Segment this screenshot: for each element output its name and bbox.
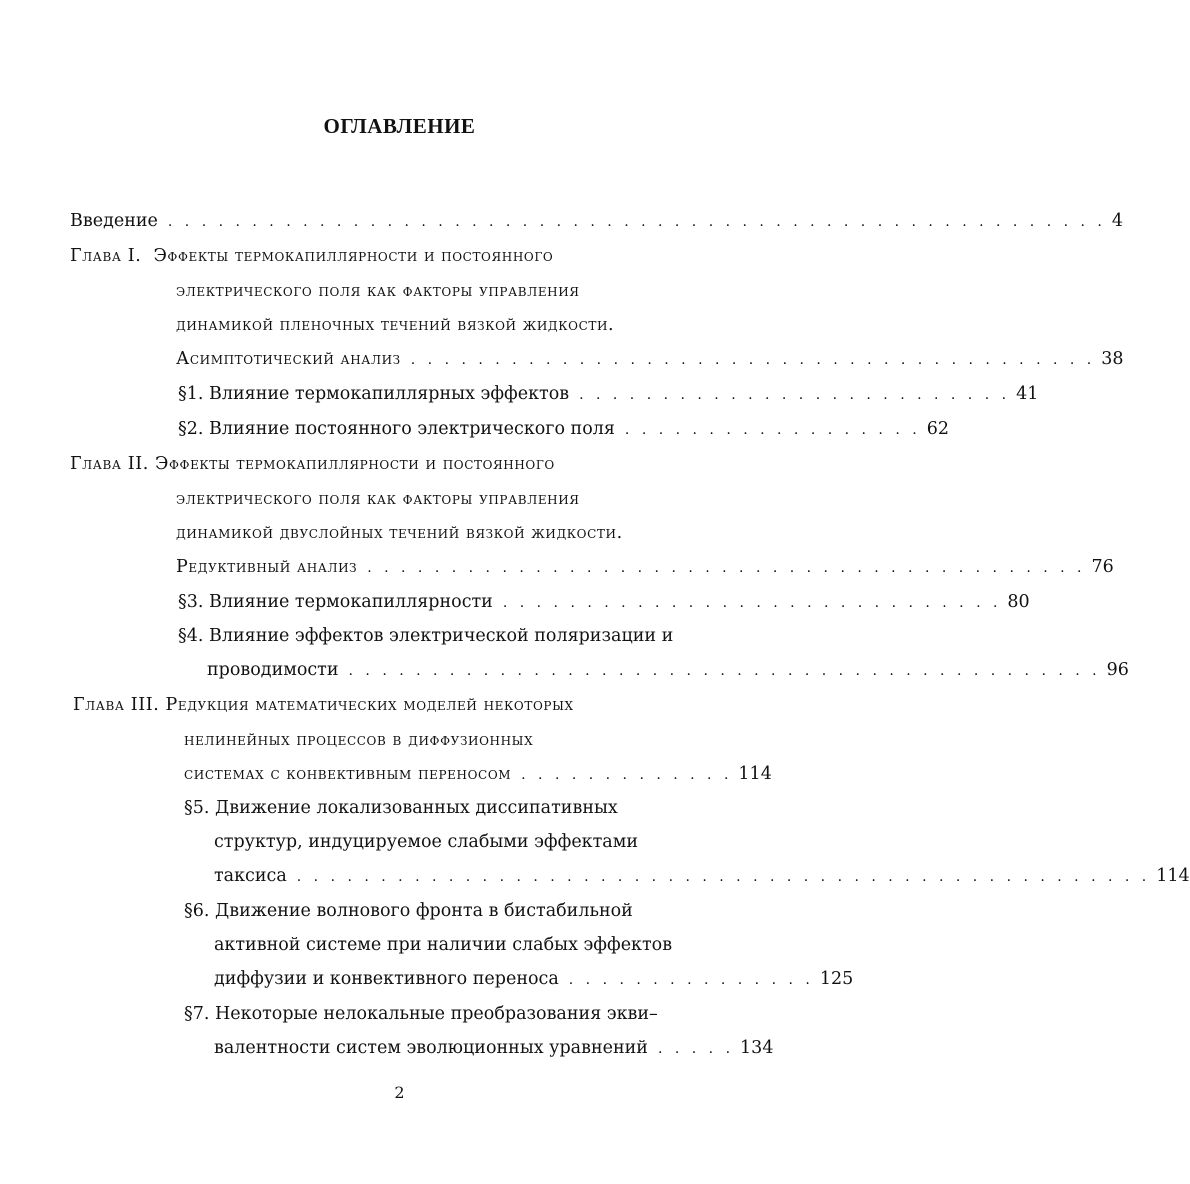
chapter-title-line: электрического поля как факторы управления (176, 489, 580, 509)
section-title: §4. Влияние эффектов электрической поляризации и (178, 626, 674, 646)
leader-dots: . . . . . . . . . . . . . . . (568, 972, 814, 988)
toc-entry-intro[interactable] (70, 210, 1124, 233)
toc-chapter-3-line-1[interactable] (73, 694, 733, 716)
leader-dots: . . . . . . . . . . . . . . . . . . . . . . . . . . . . . . . . . . . . . . . . . . . . . . . . . . . . . . . . (167, 214, 1106, 230)
chapter-title-line: динамикой пленочных течений вязкой жидкости. (176, 315, 615, 335)
toc-chapter-3-line-3[interactable] (184, 763, 772, 786)
toc-section-1[interactable] (178, 383, 1039, 406)
section-title: диффузии и конвективного переноса (214, 969, 559, 989)
toc-section-3[interactable] (178, 591, 1030, 614)
toc-section-7-line-1[interactable] (184, 1003, 744, 1025)
toc-chapter-2-line-2 (176, 488, 736, 510)
section-title: структур, индуцируемое слабыми эффектами (214, 832, 638, 852)
toc-page-number: 114 (1156, 866, 1190, 886)
toc-page-number: 38 (1101, 349, 1124, 369)
chapter-title-line: Редукция математических моделей некоторых (165, 695, 574, 715)
toc-chapter-2-line-3 (176, 522, 736, 544)
toc-section-5-line-1[interactable] (184, 797, 744, 819)
toc-chapter-1-line-4[interactable] (176, 348, 1124, 371)
section-title: §1. Влияние термокапиллярных эффектов (178, 384, 570, 404)
toc-page-number: 4 (1111, 211, 1124, 231)
chapter-title-line: Редуктивный анализ (176, 557, 358, 577)
section-title: §5. Движение локализованных диссипативных (184, 798, 618, 818)
section-title: проводимости (207, 660, 339, 680)
toc-page-number: 80 (1007, 592, 1030, 612)
toc-chapter-2-line-1[interactable] (70, 453, 730, 475)
section-title: таксиса (214, 866, 287, 886)
toc-chapter-3-line-2 (184, 729, 744, 751)
toc-section-6-line-3[interactable] (214, 968, 854, 991)
toc-section-5-line-2 (214, 831, 734, 853)
section-title: валентности систем эволюционных уравнений (214, 1038, 648, 1058)
section-title: §3. Влияние термокапиллярности (178, 592, 493, 612)
page-number: 2 (394, 1083, 405, 1102)
toc-section-6-line-2 (214, 934, 754, 956)
leader-dots: . . . . . (657, 1041, 735, 1057)
chapter-title-line: Асимптотический анализ (176, 349, 401, 369)
chapter-title-line: системах с конвективным переносом (184, 764, 512, 784)
page-title: ОГЛАВЛЕНИЕ (323, 114, 476, 138)
toc-page-number: 114 (738, 764, 772, 784)
chapter-label: Глава III. (73, 695, 160, 715)
toc-page-number: 41 (1016, 384, 1039, 404)
toc-chapter-1-line-3 (176, 314, 736, 336)
toc-section-4-line-1[interactable] (178, 625, 738, 647)
toc-page-number: 62 (926, 419, 949, 439)
leader-dots: . . . . . . . . . . . . . . . . . . . . . . . . . . . . . . . . . . . . . . . . . . . . . (348, 663, 1101, 679)
leader-dots: . . . . . . . . . . . . . . . . . . . . . . . . . . . . . . . . . . . . . . . . . . . . . . . . . . . (296, 869, 1151, 885)
toc-chapter-2-line-4[interactable] (176, 556, 1114, 579)
toc-page-number: 76 (1091, 557, 1114, 577)
leader-dots: . . . . . . . . . . . . . . . . . . . . . . . . . . (579, 387, 1011, 403)
chapter-title-line: нелинейных процессов в диффузионных (184, 730, 534, 750)
chapter-label: Глава II. (70, 454, 149, 474)
leader-dots: . . . . . . . . . . . . . (521, 767, 733, 783)
section-title: §2. Влияние постоянного электрического поля (178, 419, 615, 439)
chapter-label: Глава I. (70, 246, 142, 266)
toc-chapter-1-line-2 (176, 280, 736, 302)
chapter-title-line: Эффекты термокапиллярности и постоянного (153, 246, 554, 266)
section-title: активной системе при наличии слабых эффектов (214, 935, 673, 955)
leader-dots: . . . . . . . . . . . . . . . . . . (624, 422, 921, 438)
toc-page-number: 96 (1106, 660, 1129, 680)
toc-section-4-line-2[interactable] (207, 659, 1129, 682)
chapter-title-line: электрического поля как факторы управления (176, 281, 580, 301)
section-title: §7. Некоторые нелокальные преобразования экви– (184, 1004, 658, 1024)
toc-entry-text: Введение (70, 211, 158, 231)
chapter-title-line: Эффекты термокапиллярности и постоянного (154, 454, 555, 474)
toc-page-number: 125 (819, 969, 854, 989)
leader-dots: . . . . . . . . . . . . . . . . . . . . . . . . . . . . . . (502, 595, 1002, 611)
leader-dots: . . . . . . . . . . . . . . . . . . . . . . . . . . . . . . . . . . . . . . . . . (410, 352, 1096, 368)
chapter-title-line: динамикой двуслойных течений вязкой жидкости. (176, 523, 623, 543)
toc-section-5-line-3[interactable] (214, 865, 1190, 888)
toc-section-7-line-2[interactable] (214, 1037, 774, 1060)
section-title: §6. Движение волнового фронта в бистабильной (184, 901, 633, 921)
toc-page-number: 134 (740, 1038, 774, 1058)
toc-section-6-line-1[interactable] (184, 900, 744, 922)
toc-section-2[interactable] (178, 418, 949, 441)
toc-chapter-1-line-1[interactable] (70, 245, 730, 267)
leader-dots: . . . . . . . . . . . . . . . . . . . . . . . . . . . . . . . . . . . . . . . . . . . (367, 560, 1086, 576)
